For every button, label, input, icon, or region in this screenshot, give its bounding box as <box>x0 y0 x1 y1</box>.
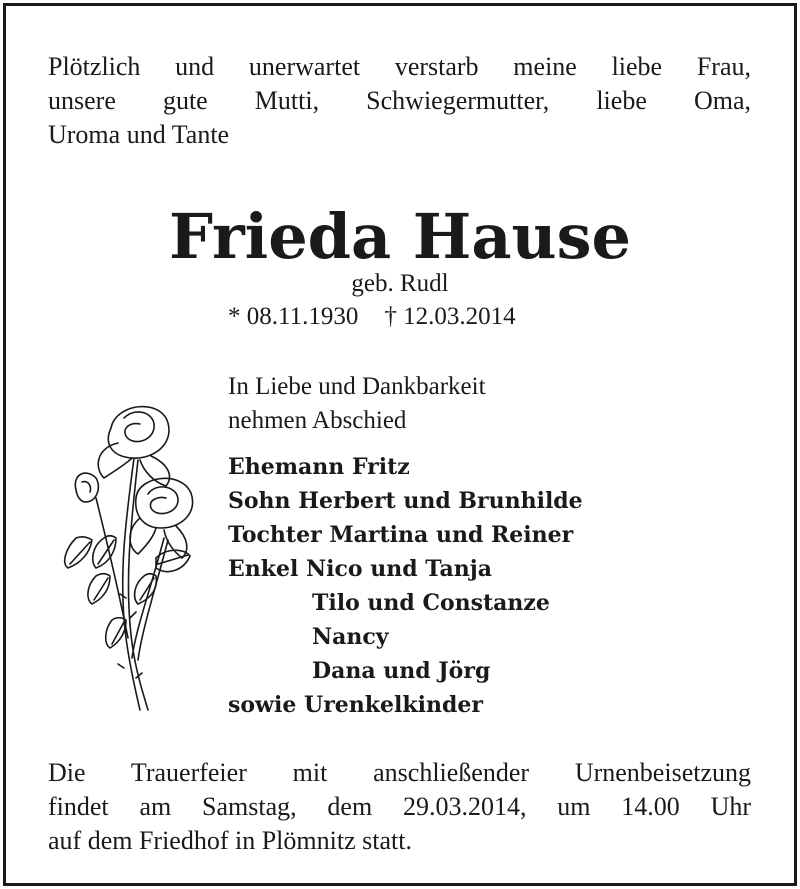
funeral-line-3: auf dem Friedhof in Plömnitz statt. <box>48 826 412 855</box>
intro-line-1: Plötzlich und unerwartet verstarb meine liebe Frau, <box>48 52 751 81</box>
rose-icon <box>56 398 206 713</box>
mourner-line: Dana und Jörg <box>312 658 491 684</box>
mourner-line: Enkel Nico und Tanja <box>228 556 492 582</box>
farewell-text <box>228 370 486 438</box>
mourner-line: Sohn Herbert und Brunhilde <box>228 488 583 514</box>
mourner-line: Nancy <box>312 624 389 650</box>
mourner-line: Tilo und Constanze <box>312 590 550 616</box>
mourners-list <box>228 450 583 722</box>
funeral-line-1: Die Trauerfeier mit anschließender Urnenbeisetzung <box>48 758 751 787</box>
birth-date: * 08.11.1930 <box>228 303 359 330</box>
life-dates <box>228 303 542 331</box>
deceased-name: Frieda Hause <box>169 200 631 273</box>
birth-name: geb. Rudl <box>351 270 449 297</box>
farewell-line-2: nehmen Abschied <box>228 407 407 434</box>
funeral-line-2: findet am Samstag, dem 29.03.2014, um 14.00 Uhr <box>48 792 751 821</box>
mourner-line: Ehemann Fritz <box>228 454 410 480</box>
farewell-line-1: In Liebe und Dankbarkeit <box>228 373 486 400</box>
funeral-info <box>48 756 751 858</box>
intro-line-2: unsere gute Mutti, Schwiegermutter, liebe Oma, <box>48 86 751 115</box>
intro-line-3: Uroma und Tante <box>48 120 230 149</box>
mourner-line: sowie Urenkelkinder <box>228 692 483 718</box>
intro-text <box>48 50 751 152</box>
mourner-line: Tochter Martina und Reiner <box>228 522 574 548</box>
death-date: † 12.03.2014 <box>384 303 516 330</box>
